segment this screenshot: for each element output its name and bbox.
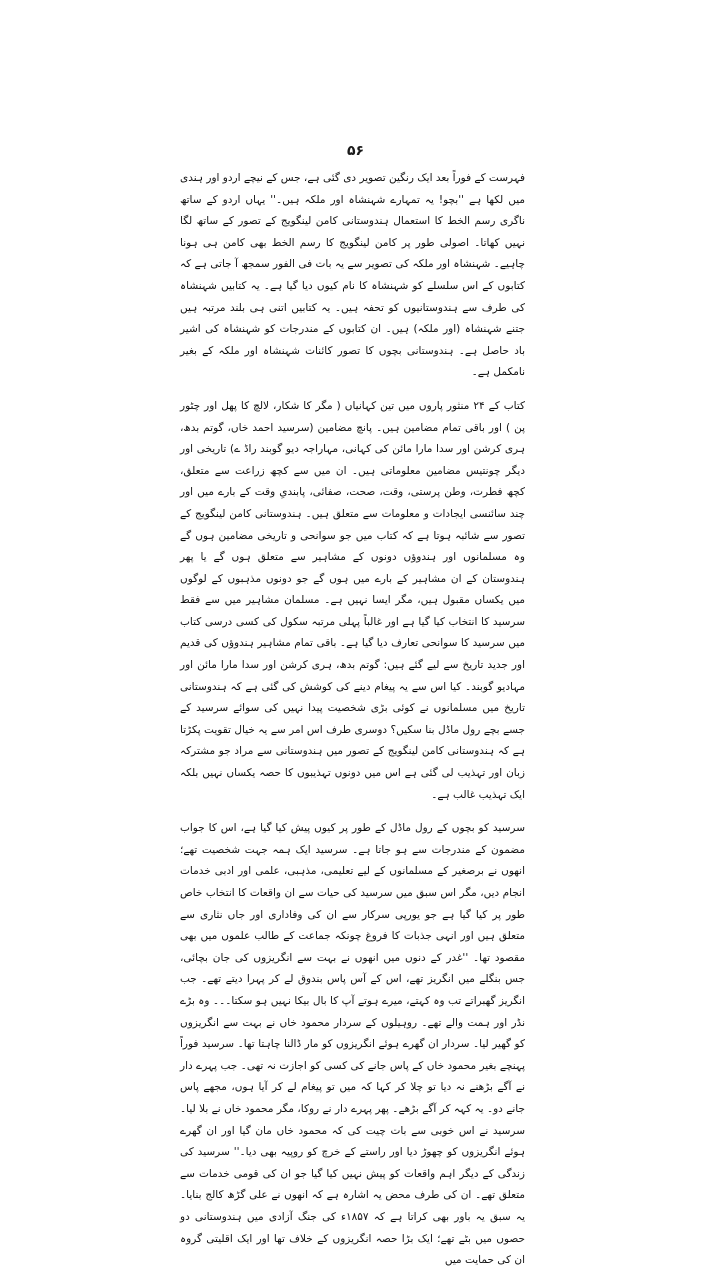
- paragraph-1: فہرست کے فوراً بعد ایک رنگین تصویر دی گئی ہے، جس کے نیچے اردو اور ہندی میں لکھا ہے ''بچو! یہ تمہارے شہنشاہ اور ملکہ ہیں۔'' یہاں اردو کے ساتھ ناگری رسم الخط کا استعمال ہندوستانی کامن لینگویج کے تصور کے ساتھ لگا نہیں کھاتا۔ اصولی طور پر کامن لینگویج کا رسم الخط بھی کامن ہی ہونا چاہیے۔ شہنشاہ اور ملکہ کی تصویر سے یہ بات فی الفور سمجھ آ جاتی ہے کہ کتابوں کے اس سلسلے کو شہنشاہ کا نام کیوں دیا گیا ہے۔ یہ کتابیں شہنشاہ کی طرف سے ہندوستانیوں کو تحفہ ہیں۔ یہ کتابیں اتنی ہی بلند مرتبہ ہیں جتنے شہنشاہ (اور ملکہ) ہیں۔ ان کتابوں کے مندرجات کو شہنشاہ کی اشیر باد حاصل ہے۔ ہندوستانی بچوں کا تصور کائنات شہنشاہ اور ملکہ کے بغیر نامکمل ہے۔: [180, 172, 525, 379]
- body-text: [180, 168, 525, 1284]
- page-number: ۵۶: [346, 143, 365, 159]
- paragraph-2: کتاب کے ۲۴ منثور پاروں میں تین کہانیاں ( مگر کا شکار، لالچ کا پھل اور چٹور پن ) اور باقی تمام مضامین ہیں۔ پانچ مضامین (سرسید احمد خاں، گوتم بدھ، ہری کرشن اور سدا مارا مائن کی کہانی، مہاراجہ دیو گوبند راڈ ے) تاریخی اور دیگر چونتیس مضامین معلوماتی ہیں۔ ان میں سے کچھ زراعت سے متعلق، کچھ فطرت، وطن پرستی، وقت، صحت، صفائی، پابندیِ وقت کے بارے میں اور چند سائنسی ایجادات و معلومات سے متعلق ہیں۔ ہندوستانی کامن لینگویج کے تصور سے شائبہ ہوتا ہے کہ کتاب میں جو سوانحی و تاریخی مضامین ہوں گے وہ مسلمانوں اور ہندوؤں دونوں کے مشاہیر سے متعلق ہوں گے یا پھر ہندوستان کے ان مشاہیر کے بارے میں ہوں گے جو دونوں مذہبوں کے لوگوں میں یکساں مقبول ہیں، مگر ایسا نہیں ہے۔ مسلمان مشاہیر میں سے فقط سرسید کا انتخاب کیا گیا ہے اور غالباً پہلی مرتبہ سکول کی کسی درسی کتاب میں سرسید کا سوانحی تعارف دیا گیا ہے۔ باقی تمام مشاہیر ہندوؤں کی قدیم اور جدید تاریخ سے لیے گئے ہیں: گوتم بدھ، ہری کرشن اور سدا مارا مائن اور مہادیو گوبند۔ کیا اس سے یہ پیغام دینے کی کوشش کی گئی ہے کہ ہندوستانی تاریخ میں مسلمانوں نے کوئی بڑی شخصیت پیدا نہیں کی سوائے سرسید کے جسے بچے رول ماڈل بنا سکیں؟ دوسری طرف اس امر سے یہ خیال تقویت پکڑتا ہے کہ ہندوستانی کامن لینگویج کے تصور میں ہندوستانی سے مراد جو مشترکہ زبان اور تہذیب لی گئی ہے اس میں دونوں تہذیبوں کا حصہ یکساں نہیں بلکہ ایک تہذیب غالب ہے۔: [180, 399, 526, 801]
- paragraph-3: سرسید کو بچوں کے رول ماڈل کے طور پر کیوں پیش کیا گیا ہے، اس کا جواب مضمون کے مندرجات سے ہو جاتا ہے۔ سرسید ایک ہمہ جہت شخصیت تھے؛ انھوں نے برصغیر کے مسلمانوں کے لیے تعلیمی، مذہبی، علمی اور ادبی خدمات انجام دیں، مگر اس سبق میں سرسید کی حیات سے ان واقعات کا انتخاب خاص طور پر کیا گیا ہے جو یورپی سرکار سے ان کی وفاداری اور جاں نثاری سے متعلق ہیں اور انہی جذبات کا فروغ چونکہ جماعت کے طالب علموں میں بھی مقصود تھا۔ ''غدر کے دنوں میں انھوں نے بہت سے انگریزوں کی جان بچائی، جس بنگلے میں انگریز تھے، اس کے آس پاس بندوق لے کر پہرا دیتے تھے۔ جب انگریز گھبراتے تب وہ کہتے، میرے ہوتے آپ کا بال بیکا نہیں ہو سکتا۔۔۔ وہ بڑے نڈر اور ہمت والے تھے۔ روہیلوں کے سردار محمود خاں نے بہت سے انگریزوں کو گھیر لیا۔ سردار ان گھرے ہوئے انگریزوں کو مار ڈالنا چاہتا تھا۔ سرسید فوراً پہنچے بغیر محمود خاں کے پاس جانے کی کسی کو اجازت نہ تھی۔ جب پہرے دار نے آگے بڑھنے نہ دیا تو چلا کر کہا کہ میں تو پیغام لے کر آیا ہوں، مجھے پاس جانے دو۔ یہ کہہ کر آگے بڑھے۔ پھر پہرے دار نے روکا، مگر محمود خاں نے بلا لیا۔ سرسید نے اس خوبی سے بات چیت کی کہ محمود خاں مان گیا اور ان گھرے ہوئے انگریزوں کو چھوڑ دیا اور راستے کے خرچ کو روپیہ بھی دیا۔'' سرسید کی زندگی کے دیگر اہم واقعات کو پیش نہیں کیا گیا جو ان کی قومی خدمات سے متعلق تھے۔ ان کی طرف محض یہ اشارہ ہے کہ انھوں نے علی گڑھ کالج بنایا۔ یہ سبق یہ باور بھی کراتا ہے کہ ۱۸۵۷ء کی جنگ آزادی میں ہندوستانی دو حصوں میں بٹے تھے؛ ایک بڑا حصہ انگریزوں کے خلاف تھا اور ایک اقلیتی گروہ ان کی حمایت میں: [180, 822, 525, 1267]
